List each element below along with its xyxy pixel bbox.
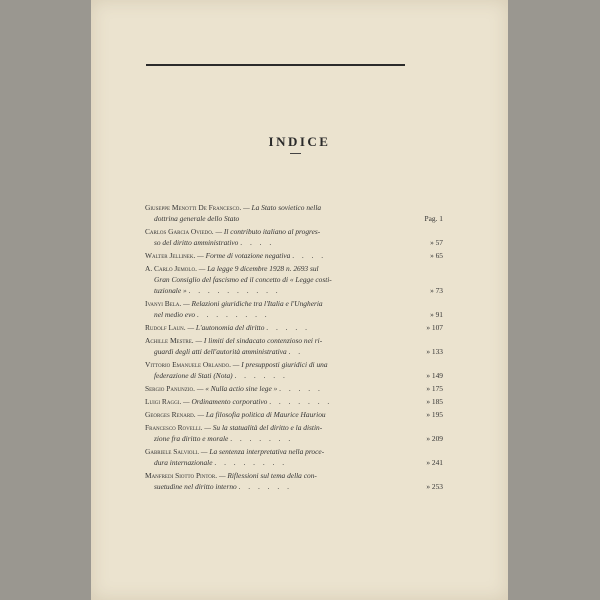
toc-leader-dots: . . . . xyxy=(292,251,327,260)
toc-entry-continuation xyxy=(145,433,405,444)
toc-work-title: — I limiti del sindacato contenzioso nei ri- xyxy=(193,336,323,345)
toc-entry-continuation xyxy=(145,457,405,468)
toc-page-number: » 149 xyxy=(426,371,443,380)
toc-entry xyxy=(145,446,443,468)
toc-leader-dots: . . . . . . . xyxy=(230,434,294,443)
toc-page-number: » 73 xyxy=(430,286,443,295)
toc-leader-dots: . . . . . xyxy=(279,384,323,393)
toc-entry-continuation xyxy=(145,285,405,296)
toc-entry xyxy=(145,396,443,407)
toc-entry-line xyxy=(145,226,405,237)
toc-page-number: Pag. 1 xyxy=(424,214,443,223)
toc-author: Luigi Raggi. xyxy=(145,397,182,406)
toc-entry-continuation xyxy=(145,346,405,357)
toc-work-title: — Forme di votazione negativa xyxy=(195,251,291,260)
toc-work-title-cont: nel medio evo xyxy=(154,310,196,319)
toc-work-title-cont: guardi degli atti dell'autorità amministrativa xyxy=(154,347,287,356)
toc-entry-continuation xyxy=(145,309,405,320)
toc-entry xyxy=(145,383,443,394)
toc-leader-dots: . . . . . . xyxy=(238,482,292,491)
toc-entry-line xyxy=(145,422,405,433)
toc-author: Vittorio Emanuele Orlando. xyxy=(145,360,231,369)
toc-work-title: — Riflessioni sul tema della con- xyxy=(217,471,317,480)
toc-entry-line xyxy=(145,396,405,407)
toc-page-number: » 195 xyxy=(426,410,443,419)
toc-work-title: — Ordinamento corporativo xyxy=(181,397,268,406)
toc-entry xyxy=(145,322,443,333)
toc-page-number: » 133 xyxy=(426,347,443,356)
toc-work-title: — « Nulla actio sine lege » xyxy=(194,384,278,393)
toc-entry xyxy=(145,409,443,420)
toc-entry-continuation xyxy=(145,274,405,285)
toc-work-title-cont: zione fra diritto e morale xyxy=(154,434,229,443)
toc-work-title: — La legge 9 dicembre 1928 n. 2693 sul xyxy=(196,264,319,273)
toc-entry xyxy=(145,202,443,224)
toc-page-number: » 65 xyxy=(430,251,443,260)
toc-entry-continuation xyxy=(145,237,405,248)
toc-author: Walter Jellinek. xyxy=(145,251,196,260)
toc-entry-line xyxy=(145,335,405,346)
toc-entry xyxy=(145,470,443,492)
toc-entry xyxy=(145,359,443,381)
toc-entry xyxy=(145,298,443,320)
toc-author: Rudolf Laun. xyxy=(145,323,186,332)
toc-entry xyxy=(145,263,443,296)
toc-entry-line xyxy=(145,250,405,261)
toc-leader-dots: . . . . . . . xyxy=(269,397,333,406)
toc-work-title-cont: dura internazionale xyxy=(154,458,213,467)
toc-work-title: — La filosofia politica di Maurice Hauriou xyxy=(195,410,326,419)
toc-leader-dots: . . . . . . . . xyxy=(196,310,270,319)
toc-work-title: — Il contributo italiano al progres- xyxy=(213,227,321,236)
toc-page-number: » 91 xyxy=(430,310,443,319)
toc-page-number: » 175 xyxy=(426,384,443,393)
toc-author: Ivanyi Bela. xyxy=(145,299,182,308)
toc-leader-dots: . . xyxy=(288,347,304,356)
table-of-contents xyxy=(145,202,443,494)
toc-page-number: » 241 xyxy=(426,458,443,467)
toc-author: A. Carlo Jemolo. xyxy=(145,264,197,273)
header-rule xyxy=(146,64,405,66)
toc-work-title: — L'autonomia del diritto xyxy=(185,323,265,332)
toc-work-title-cont: tuzionale » xyxy=(154,286,187,295)
toc-author: Sergio Panunzio. xyxy=(145,384,195,393)
toc-work-title: — Su la statualità del diritto e la distin- xyxy=(202,423,323,432)
toc-page-number: » 185 xyxy=(426,397,443,406)
toc-page-number: » 107 xyxy=(426,323,443,332)
toc-leader-dots: . . . . . xyxy=(266,323,310,332)
toc-entry xyxy=(145,335,443,357)
toc-work-title-cont: suetudine nel diritto interno xyxy=(154,482,237,491)
toc-entry-line xyxy=(145,409,405,420)
toc-work-title: — La Stato sovietico nella xyxy=(241,203,322,212)
book-page xyxy=(91,0,508,600)
toc-work-title-cont: dottrina generale dello Stato xyxy=(154,214,240,223)
toc-work-title: — I presupposti giuridici di una xyxy=(230,360,328,369)
toc-leader-dots: . . . . . . . . . . xyxy=(188,286,281,295)
page-title: INDICE xyxy=(268,134,331,149)
toc-leader-dots: . . . . . . xyxy=(234,371,288,380)
toc-entry-line xyxy=(145,202,405,213)
toc-author: Giuseppe Menotti De Francesco. xyxy=(145,203,242,212)
toc-entry xyxy=(145,226,443,248)
toc-page-number: » 253 xyxy=(426,482,443,491)
toc-entry-continuation xyxy=(145,370,405,381)
toc-page-number: » 57 xyxy=(430,238,443,247)
toc-page-number: » 209 xyxy=(426,434,443,443)
toc-entry-continuation xyxy=(145,213,405,224)
toc-entry-line xyxy=(145,470,405,481)
toc-leader-dots: . . . . . . . . xyxy=(214,458,288,467)
toc-entry-line xyxy=(145,383,405,394)
toc-entry-line xyxy=(145,322,405,333)
toc-entry-line xyxy=(145,359,405,370)
toc-author: Achille Mestre. xyxy=(145,336,194,345)
toc-work-title-cont: Gran Consiglio del fascismo ed il concetto di « Legge costi- xyxy=(154,275,332,284)
toc-work-title-cont: so del diritto amministrativo xyxy=(154,238,239,247)
toc-author: Gabriele Salvioli. xyxy=(145,447,200,456)
toc-entry xyxy=(145,250,443,261)
title-underline xyxy=(290,153,301,154)
toc-author: Francesco Rovelli. xyxy=(145,423,203,432)
toc-work-title-cont: federazione di Stati (Nota) xyxy=(154,371,233,380)
toc-entry-line xyxy=(145,263,405,274)
toc-work-title: — La sentenza interpretativa nella proce- xyxy=(199,447,325,456)
toc-author: Georges Renard. xyxy=(145,410,196,419)
toc-author: Manfredi Siotto Pintor. xyxy=(145,471,218,480)
toc-entry xyxy=(145,422,443,444)
toc-entry-continuation xyxy=(145,481,405,492)
toc-entry-line xyxy=(145,446,405,457)
toc-work-title: — Relazioni giuridiche tra l'Italia e l'Ungheria xyxy=(181,299,323,308)
toc-leader-dots: . . . . xyxy=(240,238,275,247)
toc-entry-line xyxy=(145,298,405,309)
toc-author: Carlos Garcia Oviedo. xyxy=(145,227,214,236)
